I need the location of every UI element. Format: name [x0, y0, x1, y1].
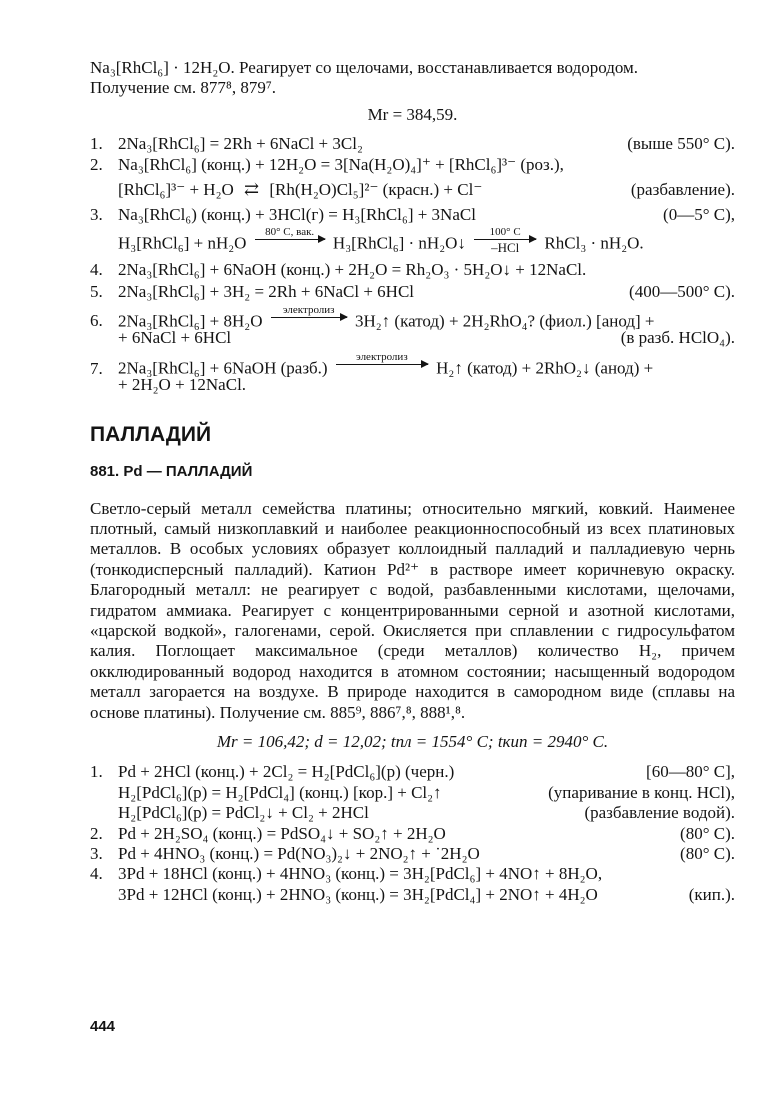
reaction-condition: (400—500° С).: [629, 282, 735, 302]
reaction-number: 2.: [90, 154, 103, 174]
reaction-condition: (выше 550° С).: [627, 134, 735, 154]
reaction-arrow-icon: [271, 305, 347, 332]
intro-line-1: Na₃[RhCl₆] · 12H₂O. Реагирует со щелочами, восстанавливается водородом.: [90, 58, 639, 77]
rh-reaction-2-equilibrium: [90, 179, 735, 201]
reaction-number: 4.: [90, 864, 103, 884]
arrow-condition: электролиз: [356, 351, 408, 364]
arrow-condition: электролиз: [282, 303, 335, 316]
pd-reaction-4-step-2: [90, 885, 735, 905]
rh-reaction-2: [90, 155, 735, 175]
section-title: ПАЛЛАДИЙ: [90, 422, 212, 446]
reaction-condition: [60—80° С],: [646, 762, 735, 782]
reaction-number: 6.: [90, 311, 103, 331]
rh-reaction-3: [90, 205, 735, 225]
reaction-equation: Na₃[RhCl₆) (конц.) + 3HCl(г) = H₃[RhCl₆] + 3NaCl: [118, 204, 476, 224]
reaction-equation-right: 3H₂↑ (катод) + 2H₂RhO₄? (фиол.) [анод] +: [354, 311, 655, 331]
rh-reaction-5: [90, 282, 735, 302]
arrow-condition: 100° С: [489, 225, 521, 238]
reaction-step-a: H₃[RhCl₆] + nH₂O: [118, 233, 247, 253]
reaction-arrow-icon: [474, 227, 536, 254]
rh-reaction-4: [90, 260, 735, 280]
subsection-title: 881. Pd — ПАЛЛАДИЙ: [90, 462, 253, 480]
rh-molar-mass: Mr = 384,59.: [367, 104, 458, 124]
arrow-byproduct: –HCl: [491, 239, 520, 255]
pd-description: Светло-серый металл семейства платины; относительно мягкий, ковкий. Наименее плотный, самый низкоплавкий и наиболее реакционноспособный из всех платиновых металлов. В особых условиях образует коллоидный палладий и палладиевую чернь (тонкодисперсный палладий). Катион Pd²⁺ в растворе имеет коричневую окраску. Благородный металл: не реагирует с водой, разбавленными кислотами, щелочами, гидратом аммиака. Реагирует с концентрированными серной и азотной кислотами, «царской водкой», галогенами, серой. Окисляется при сплавлении с гидросульфатом калия. Поглощает максимальное (среди металлов) количество H₂, причем окклюдированный водород находится в атомном состоянии; насыщенный водородом металл загорается на воздухе. В природе находится в самородном виде (сплавы на основе платины). Получение см. 885⁹, 886⁷,⁸, 888¹,⁸.: [90, 498, 735, 722]
reaction-equation-left: 2Na₃[RhCl₆] + 8H₂O: [118, 311, 263, 331]
reaction-number: 4.: [90, 259, 103, 279]
page-number: 444: [90, 1018, 116, 1035]
reaction-condition: (в разб. HClO₄).: [620, 327, 735, 347]
pd-reaction-1: [90, 762, 735, 782]
reaction-condition: (кип.).: [688, 884, 735, 904]
reaction-arrow-icon: [255, 227, 325, 254]
reaction-number: 1.: [90, 134, 103, 154]
pd-reaction-4: [90, 864, 735, 884]
reaction-step-c: RhCl₃ · nH₂O.: [544, 233, 644, 253]
reaction-condition: (80° С).: [680, 823, 735, 843]
reaction-equation-right: [Rh(H₂O)Cl₅]²⁻ (красн.) + Cl⁻: [269, 179, 483, 199]
rh-reaction-list: [90, 134, 735, 395]
pd-reaction-list: [90, 762, 735, 905]
rh-reaction-3-chain: [90, 225, 735, 258]
reaction-number: 5.: [90, 282, 103, 302]
pd-reaction-1-step-3: [90, 803, 735, 823]
reaction-condition: (разбавление водой).: [584, 803, 735, 823]
page-body: [90, 58, 735, 905]
equilibrium-arrow-icon: ⇄: [244, 178, 260, 199]
pd-reaction-3: [90, 844, 735, 864]
reaction-number: 2.: [90, 823, 103, 843]
rh-reaction-1: [90, 134, 735, 154]
reaction-number: 7.: [90, 358, 103, 378]
reaction-condition: (80° С).: [680, 843, 735, 863]
reaction-condition: (упаривание в конц. HCl),: [548, 782, 735, 802]
reaction-equation: 3Pd + 18HCl (конц.) + 4HNO₃ (конц.) = 3H₂[PdCl₆] + 4NO↑ + 8H₂O,: [118, 864, 603, 884]
intro-line-2: Получение см. 877⁸, 879⁷.: [90, 78, 277, 98]
reaction-equation: H₂[PdCl₆](р) = PdCl₂↓ + Cl₂ + 2HCl: [118, 803, 369, 823]
reaction-number: 1.: [90, 762, 103, 782]
reaction-condition: (0—5° С),: [663, 204, 735, 224]
reaction-equation: Pd + 2HCl (конц.) + 2Cl₂ = H₂[PdCl₆](р) (черн.): [118, 762, 455, 782]
reaction-equation: 2Na₃[RhCl₆] + 6NaOH (конц.) + 2H₂O = Rh₂O₃ · 5H₂O↓ + 12NaCl.: [118, 259, 587, 279]
reaction-equation: Pd + 2H₂SO₄ (конц.) = PdSO₄↓ + SO₂↑ + 2H₂O: [118, 823, 446, 843]
rh-reaction-7-continuation: + 2H₂O + 12NaCl.: [118, 375, 247, 395]
reaction-equation-right: H₂↑ (катод) + 2RhO₂↓ (анод) +: [436, 358, 654, 378]
reaction-equation: 3Pd + 12HCl (конц.) + 2HNO₃ (конц.) = 3H₂[PdCl₄] + 2NO↑ + 4H₂O: [118, 884, 598, 904]
reaction-condition: (разбавление).: [630, 179, 735, 199]
arrow-condition: 80° С, вак.: [265, 225, 315, 238]
reaction-equation-left: 2Na₃[RhCl₆] + 6NaOH (разб.): [118, 358, 328, 378]
reaction-equation: 2Na₃[RhCl₆] = 2Rh + 6NaCl + 3Cl₂: [118, 134, 363, 154]
reaction-equation: Na₃[RhCl₆] (конц.) + 12H₂O = 3[Na(H₂O)₄]⁺ + [RhCl₆]³⁻ (роз.),: [118, 154, 564, 174]
reaction-equation: Pd + 4HNO₃ (конц.) = Pd(NO₃)₂↓ + 2NO₂↑ + ˙2H₂O: [118, 843, 480, 863]
pd-reaction-1-step-2: [90, 783, 735, 803]
reaction-number: 3.: [90, 204, 103, 224]
reaction-equation: H₂[PdCl₆](р) = H₂[PdCl₄] (конц.) [кор.] + Cl₂↑: [118, 782, 442, 802]
reaction-equation-left: [RhCl₆]³⁻ + H₂O: [118, 179, 234, 199]
reaction-arrow-icon: [336, 352, 428, 379]
pd-properties: Mr = 106,42; d = 12,02; tпл = 1554° С; tкип = 2940° С.: [216, 731, 609, 751]
reaction-equation: 2Na₃[RhCl₆] + 3H₂ = 2Rh + 6NaCl + 6HCl: [118, 282, 415, 302]
reaction-number: 3.: [90, 843, 103, 863]
reaction-step-b: H₃[RhCl₆] · nH₂O↓: [332, 233, 466, 253]
pd-reaction-2: [90, 824, 735, 844]
reaction-equation: + 6NaCl + 6HCl: [118, 327, 232, 347]
